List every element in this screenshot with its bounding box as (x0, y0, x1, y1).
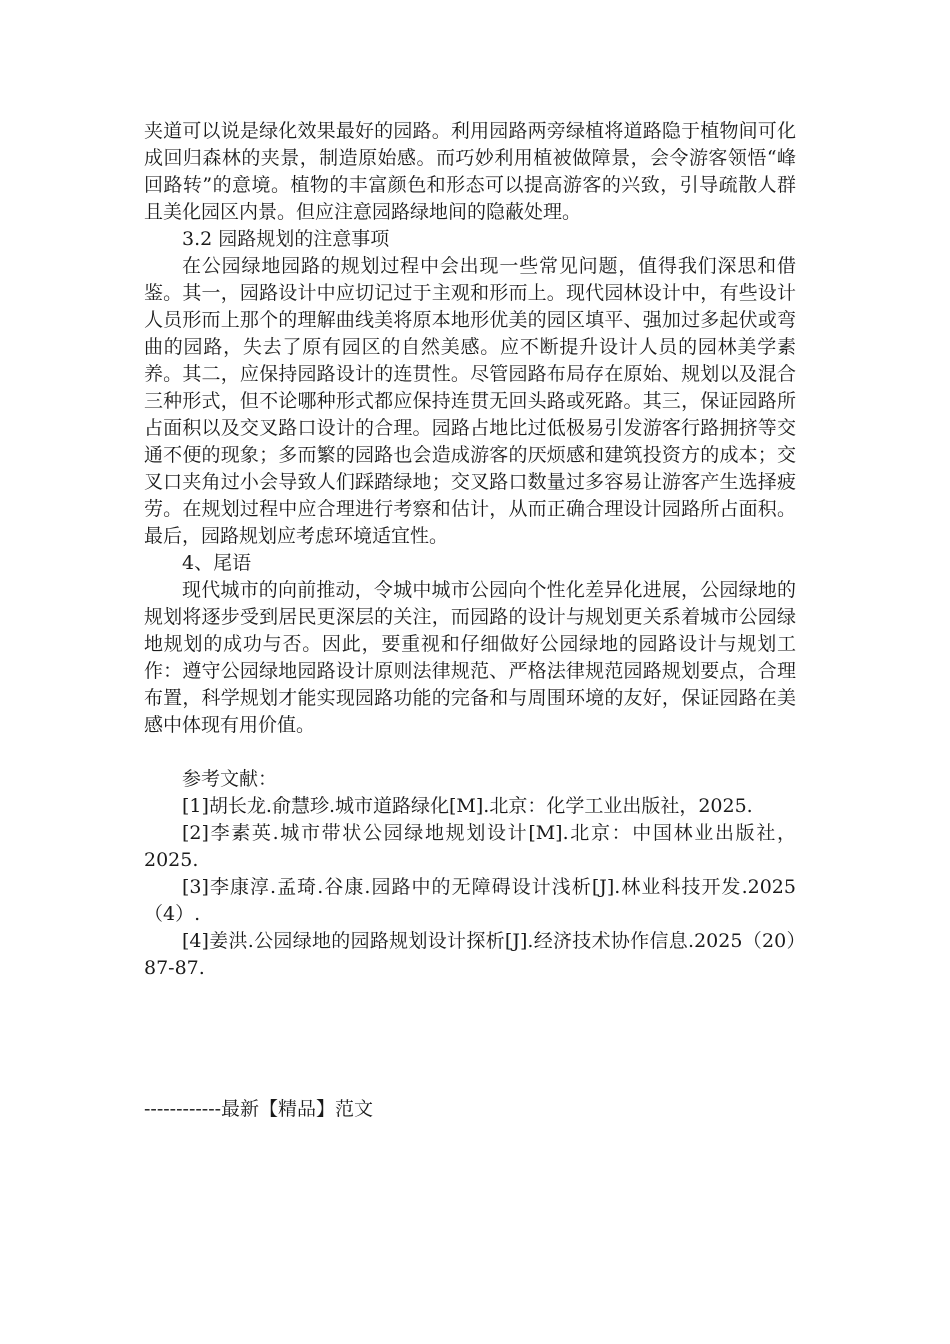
reference-item: [4]姜洪.公园绿地的园路规划设计探析[J].经济技术协作信息.2025（20）87-87. (144, 930, 796, 979)
reference-item: [3]李康淳.孟琦.谷康.园路中的无障碍设计浅析[J].林业科技开发.2025（4）. (144, 876, 796, 925)
references-heading: 参考文献： (182, 768, 278, 790)
section-heading-3-2: 3.2 园路规划的注意事项 (182, 228, 390, 250)
paragraph-4: 现代城市的向前推动，令城中城市公园向个性化差异化进展，公园绿地的规划将逐步受到居民更深层的关注，而园路的设计与规划更关系着城市公园绿地规划的成功与否。因此，要重视和仔细做好公园绿地的园路设计与规划工作：遵守公园绿地园路设计原则法律规范、严格法律规范园路规划要点，合理布置，科学规划才能实现园路功能的完备和与周围环境的友好，保证园路在美感中体现有用价值。 (144, 579, 796, 736)
footer-banner: ------------最新【精品】范文 (144, 1098, 374, 1120)
spacer (144, 739, 796, 766)
paragraph-3-2: 在公园绿地园路的规划过程中会出现一些常见问题，值得我们深思和借鉴。其一，园路设计中应切记过于主观和形而上。现代园林设计中，有些设计人员形而上那个的理解曲线美将原本地形优美的园区填平、强加过多起伏或弯曲的园路，失去了原有园区的自然美感。应不断提升设计人员的园林美学素养。其二，应保持园路设计的连贯性。尽管园路布局存在原始、规划以及混合三种形式，但不论哪种形式都应保持连贯无回头路或死路。其三，保证园路所占面积以及交叉路口设计的合理。园路占地比过低极易引发游客行路拥挤等交通不便的现象；多而繁的园路也会造成游客的厌烦感和建筑投资方的成本；交叉口夹角过小会导致人们踩踏绿地；交叉路口数量过多容易让游客产生选择疲劳。在规划过程中应合理进行考察和估计，从而正确合理设计园路所占面积。最后，园路规划应考虑环境适宜性。 (144, 255, 796, 547)
reference-item: [1]胡长龙.俞慧珍.城市道路绿化[M].北京：化学工业出版社，2025. (182, 795, 753, 817)
reference-item: [2]李素英.城市带状公园绿地规划设计[M].北京：中国林业出版社，2025. (144, 822, 796, 871)
document-body (144, 118, 796, 982)
paragraph-intro: 夹道可以说是绿化效果最好的园路。利用园路两旁绿植将道路隐于植物间可化成回归森林的夹景，制造原始感。而巧妙利用植被做障景，会令游客领悟“峰回路转”的意境。植物的丰富颜色和形态可以提高游客的兴致，引导疏散人群且美化园区内景。但应注意园路绿地间的隐蔽处理。 (144, 120, 796, 223)
section-heading-4: 4、尾语 (182, 552, 252, 574)
